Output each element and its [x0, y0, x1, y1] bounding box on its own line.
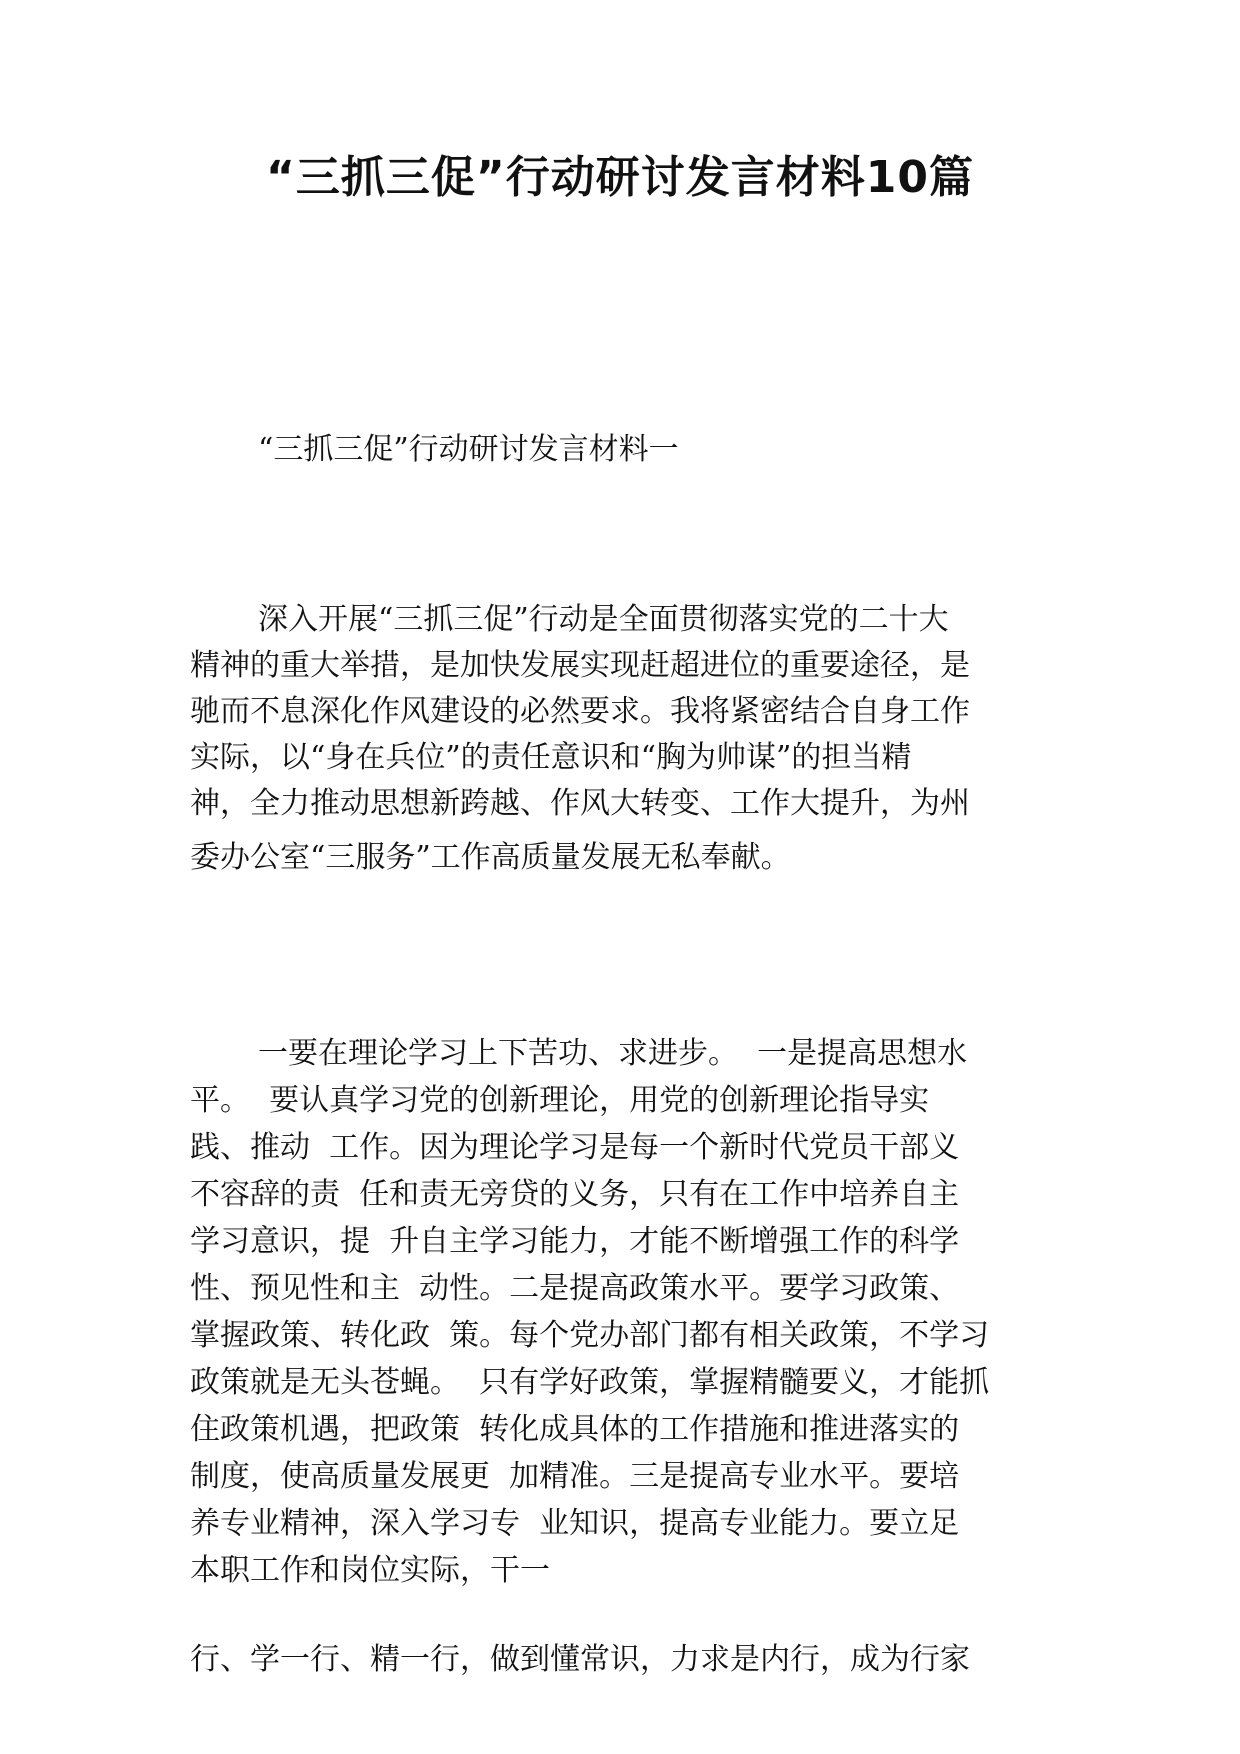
paragraph-line: 掌握政策、转化政 策。每个党办部门都有相关政策，不学习 — [190, 1318, 990, 1353]
paragraph-line: 学习意识，提 升自主学习能力，才能不断增强工作的科学 — [190, 1224, 960, 1259]
paragraph-line: 一要在理论学习上下苦功、求进步。 一是提高思想水 — [258, 1036, 968, 1071]
paragraph-line: 本职工作和岗位实际，干一 — [190, 1553, 550, 1588]
paragraph-line: 住政策机遇，把政策 转化成具体的工作措施和推进落实的 — [190, 1412, 960, 1447]
section-subtitle: “三抓三促”行动研讨发言材料一 — [258, 432, 679, 467]
paragraph-line: 实际，以“身在兵位”的责任意识和“胸为帅谋”的担当精 — [190, 740, 912, 775]
paragraph-line: 制度，使高质量发展更 加精准。三是提高专业水平。要培 — [190, 1459, 960, 1494]
paragraph-line: 驰而不息深化作风建设的必然要求。我将紧密结合自身工作 — [190, 694, 970, 729]
document-title: “三抓三促”行动研讨发言材料10篇 — [265, 152, 975, 203]
paragraph-line: 性、预见性和主 动性。二是提高政策水平。要学习政策、 — [190, 1271, 960, 1306]
paragraph-line: 不容辞的责 任和责无旁贷的义务，只有在工作中培养自主 — [190, 1177, 960, 1212]
paragraph-line: 养专业精神，深入学习专 业知识，提高专业能力。要立足 — [190, 1506, 960, 1541]
paragraph-line: 践、推动 工作。因为理论学习是每一个新时代党员干部义 — [190, 1130, 960, 1165]
paragraph-line: 平。 要认真学习党的创新理论，用党的创新理论指导实 — [190, 1083, 930, 1118]
paragraph-line: 深入开展“三抓三促”行动是全面贯彻落实党的二十大 — [258, 602, 949, 637]
paragraph-line: 精神的重大举措，是加快发展实现赶超进位的重要途径，是 — [190, 648, 970, 683]
paragraph-line: 政策就是无头苍蝇。 只有学好政策，掌握精髓要义，才能抓 — [190, 1365, 990, 1400]
paragraph-line: 神，全力推动思想新跨越、作风大转变、工作大提升，为州 — [190, 786, 970, 821]
paragraph-line: 委办公室“三服务”工作高质量发展无私奉献。 — [190, 840, 791, 875]
paragraph-line: 行、学一行、精一行，做到懂常识，力求是内行，成为行家 — [190, 1642, 970, 1677]
